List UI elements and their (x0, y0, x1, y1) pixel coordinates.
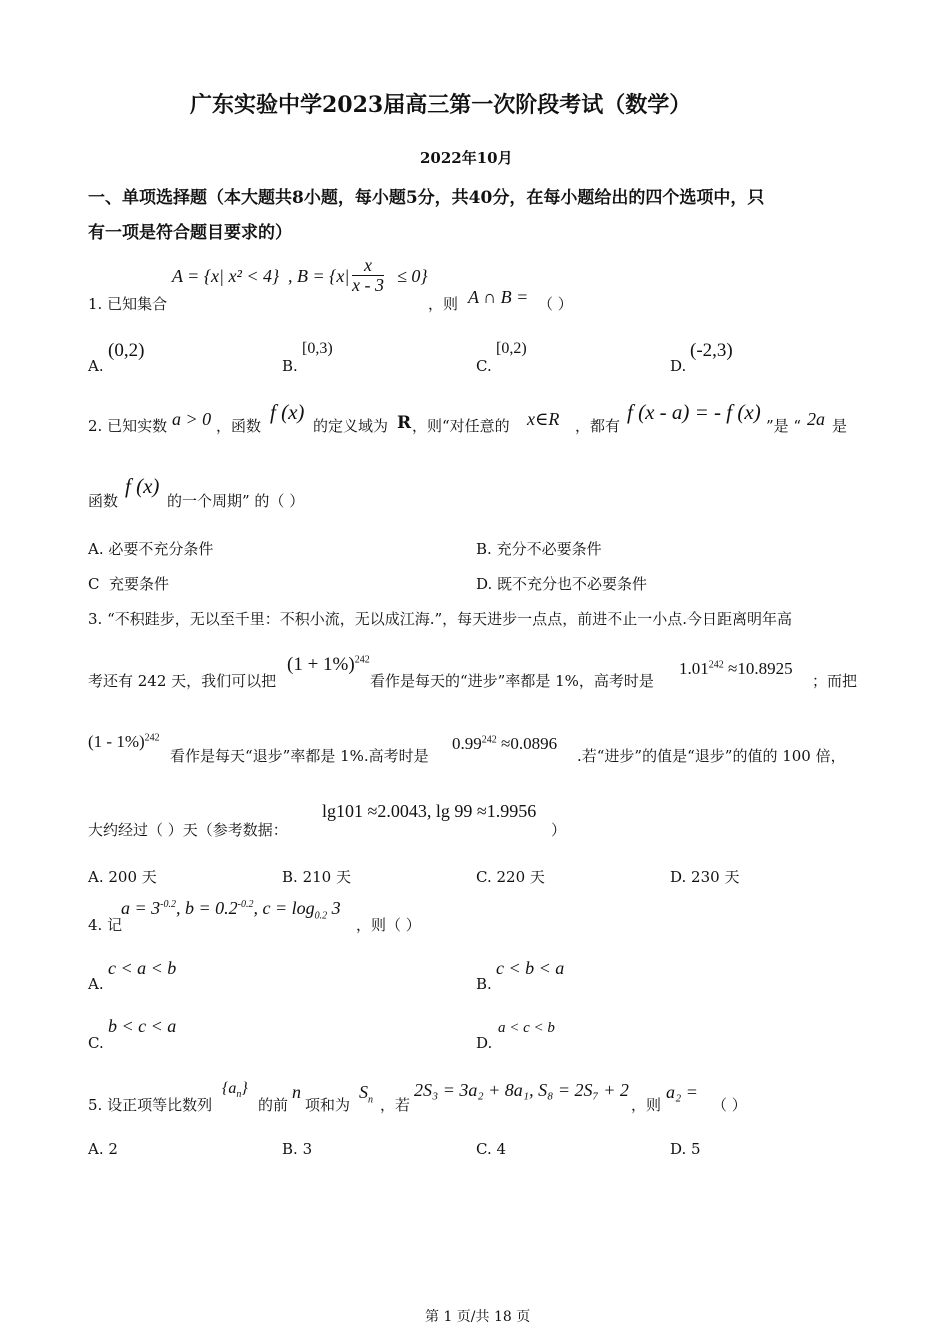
q1-prefix: 1. 已知集合 (88, 295, 168, 313)
section-heading-line2: 有一项是符合题目要求的） (88, 223, 292, 243)
q2-option-c-value: 充要条件 (109, 575, 170, 593)
q2-text-1: 2. 已知实数 (88, 417, 168, 435)
q5-math-3-base: S (359, 1082, 368, 1102)
q4-option-b-value: c < b < a (496, 958, 565, 978)
q1-option-b-label: B. (282, 357, 298, 375)
q3-line-2c: ；而把 (812, 672, 858, 690)
q3-math-2-val: ≈10.8925 (728, 659, 793, 678)
q2-math-1: a > 0 (172, 409, 212, 429)
q3-option-b-label: B. (282, 868, 298, 886)
q2-option-b-label: B. (476, 540, 492, 558)
q5-option-b (282, 1140, 312, 1158)
q3-math-4-val: ≈0.0896 (501, 734, 558, 753)
q5-option-c (476, 1140, 506, 1158)
q3-option-c-value: 220 天 (496, 868, 545, 886)
q1-option-a-value: (0,2) (108, 340, 145, 361)
q5-text-6: （ ） (712, 1096, 747, 1114)
q5-text-5: ，则 (631, 1096, 662, 1114)
q2-text-2: ，函数 (216, 417, 262, 435)
q4-option-b-label: B. (476, 975, 492, 993)
q3-line-2a: 考还有 242 天，我们可以把 (88, 672, 277, 690)
q5-option-a (88, 1140, 118, 1158)
q3-math-1-base: (1 + 1%) (287, 654, 355, 675)
q3-option-b-value: 210 天 (302, 868, 351, 886)
q3-math-2 (679, 659, 793, 679)
q4-b-exp: -0.2 (237, 899, 254, 910)
q5-text-3: 项和为 (305, 1096, 351, 1114)
q5-math-1-sub: n (236, 1089, 242, 1101)
page-title: 广东实验中学2023届高三第一次阶段考试（数学） (190, 92, 692, 118)
q4-a-exp: -0.2 (160, 899, 176, 910)
q3-math-3 (88, 732, 160, 752)
q3-line-1: 3. “不积跬步，无以至千里：不积小流，无以成江海.”，每天进步一点点，前进不止一小点.今日距离明年高 (88, 610, 792, 628)
q5-math-1 (222, 1080, 248, 1100)
q3-line-2b: 看作是每天的“进步”率都是 1%，高考时是 (370, 672, 654, 690)
q4-b-base: , b = 0.2 (176, 898, 238, 918)
q2-option-d-value: 既不充分也不必要条件 (497, 575, 648, 593)
q2-math-3: R (397, 413, 412, 433)
q2-option-a (88, 538, 213, 559)
q5-math-4: 2S₃ = 3a₂ + 8a₁, S₈ = 2S₇ + 2 (414, 1080, 629, 1100)
q1-suffix: （ ） (538, 295, 573, 313)
q2-option-a-value: 必要不充分条件 (108, 540, 214, 558)
q1-option-c-label: C. (476, 357, 492, 375)
q3-math-4-base: 0.99 (452, 734, 482, 753)
q1-fraction-numerator: x (363, 255, 372, 275)
q1-fraction-denominator: x - 3 (352, 275, 384, 295)
q3-line-4b: ） (551, 821, 567, 839)
q2-math-5: f (x - a) = - f (x) (627, 400, 761, 424)
q5-text-2: 的前 (258, 1096, 289, 1114)
q2-text-3: 的定义域为 (313, 417, 389, 435)
section-heading-line1: 一、单项选择题（本大题共8小题，每小题5分，共40分，在每小题给出的四个选项中，只 (88, 188, 765, 208)
q4-option-d-value: a < c < b (498, 1020, 555, 1036)
q1-suffix-pre: ，则 (428, 295, 459, 313)
q1-set-b-prefix: , B = {x| (288, 266, 350, 286)
q2-math-6: 2a (807, 409, 825, 429)
q3-line-3b: .若“进步”的值是“退步”的值的 100 倍， (577, 747, 846, 765)
q2-math-2: f (x) (270, 400, 305, 424)
q5-text-1: 5. 设正项等比数列 (88, 1096, 213, 1114)
q3-option-d-label: D. (670, 868, 687, 886)
q5-option-c-value: 4 (496, 1140, 507, 1158)
q3-option-a-value: 200 天 (108, 868, 157, 886)
q1-set-b-suffix: ≤ 0} (397, 266, 428, 286)
q3-option-d-value: 230 天 (691, 868, 740, 886)
q1-set-a: A = {x| x² < 4} (172, 266, 280, 286)
q4-suffix: ，则（ ） (356, 916, 421, 934)
q4-option-c-label: C. (88, 1034, 104, 1052)
q5-option-a-label: A. (88, 1140, 104, 1158)
q1-option-c-value: [0,2) (496, 340, 527, 357)
q5-math-3 (359, 1082, 373, 1106)
q3-math-1 (287, 654, 370, 676)
q1-option-a-label: A. (88, 357, 104, 375)
q3-math-3-exp: 242 (144, 732, 160, 744)
q5-text-4: ，若 (380, 1096, 411, 1114)
q4-a-base: a = 3 (121, 898, 161, 918)
q5-math-1-end: } (241, 1080, 248, 1097)
q3-option-a-label: A. (88, 868, 104, 886)
q4-option-a-label: A. (88, 975, 104, 993)
q2-option-b-value: 充分不必要条件 (496, 540, 602, 558)
q3-option-c (476, 866, 545, 887)
q3-math-3-base: (1 - 1%) (88, 732, 145, 751)
q1-option-b-value: [0,3) (302, 340, 333, 357)
q2-text-9: 的一个周期” 的（ ） (167, 492, 305, 510)
q3-math-5: lg101 ≈2.0043, lg 99 ≈1.9956 (322, 801, 537, 821)
q3-option-c-label: C. (476, 868, 492, 886)
q5-option-d (670, 1140, 701, 1158)
q5-option-a-value: 2 (108, 1140, 118, 1158)
q5-option-c-label: C. (476, 1140, 492, 1158)
q3-option-b (282, 866, 351, 887)
q4-option-d-label: D. (476, 1034, 493, 1052)
q3-option-a (88, 866, 157, 887)
q1-expr: A ∩ B = (468, 287, 529, 307)
q5-option-b-label: B. (282, 1140, 298, 1158)
q2-text-4: ，则“对任意的 (412, 417, 510, 435)
q3-math-4 (452, 734, 557, 754)
q5-math-3-sub: n (368, 1094, 373, 1106)
q5-option-b-value: 3 (302, 1140, 313, 1158)
q5-math-2: n (292, 1082, 301, 1102)
q3-math-1-exp: 242 (354, 654, 370, 666)
q2-text-5: ，都有 (575, 417, 621, 435)
q1-fraction (352, 256, 384, 295)
q2-option-d-label: D. (476, 575, 493, 593)
q4-c-base: , c = log (253, 898, 315, 918)
q3-math-2-exp: 242 (708, 659, 724, 671)
q4-prefix: 4. 记 (88, 916, 123, 934)
q2-option-c-label: C (88, 575, 100, 593)
q3-math-4-exp: 242 (481, 734, 497, 746)
q4-math (121, 898, 341, 922)
q5-math-1-base: {a (222, 1080, 237, 1097)
q2-option-b (476, 538, 602, 559)
q3-line-4a: 大约经过（ ）天（参考数据： (88, 821, 288, 839)
q3-option-d (670, 866, 739, 887)
q2-math-4: x∈R (527, 409, 560, 429)
q4-option-a-value: c < a < b (108, 958, 177, 978)
q1-option-d-label: D. (670, 357, 687, 375)
exam-date: 2022年10月 (420, 149, 513, 167)
q3-line-3a: 看作是每天“退步”率都是 1%.高考时是 (170, 747, 429, 765)
q5-option-d-value: 5 (691, 1140, 701, 1158)
q2-option-c (88, 573, 169, 594)
q4-option-c-value: b < c < a (108, 1016, 177, 1036)
page-number: 第 1 页/共 18 页 (425, 1309, 531, 1325)
q5-option-d-label: D. (670, 1140, 687, 1158)
q4-c-sub: 0.2 (314, 910, 328, 922)
q4-c-val: 3 (331, 898, 341, 918)
q2-math-7: f (x) (125, 474, 160, 498)
q5-math-5: a₂ = (666, 1082, 698, 1102)
q3-math-2-base: 1.01 (679, 659, 709, 678)
q2-text-6: ”是 “ (766, 417, 802, 435)
q2-option-a-label: A. (88, 540, 104, 558)
q2-option-d (476, 573, 647, 594)
q2-text-7: 是 (832, 417, 848, 435)
q1-option-d-value: (-2,3) (690, 340, 733, 361)
q2-text-8: 函数 (88, 492, 119, 510)
